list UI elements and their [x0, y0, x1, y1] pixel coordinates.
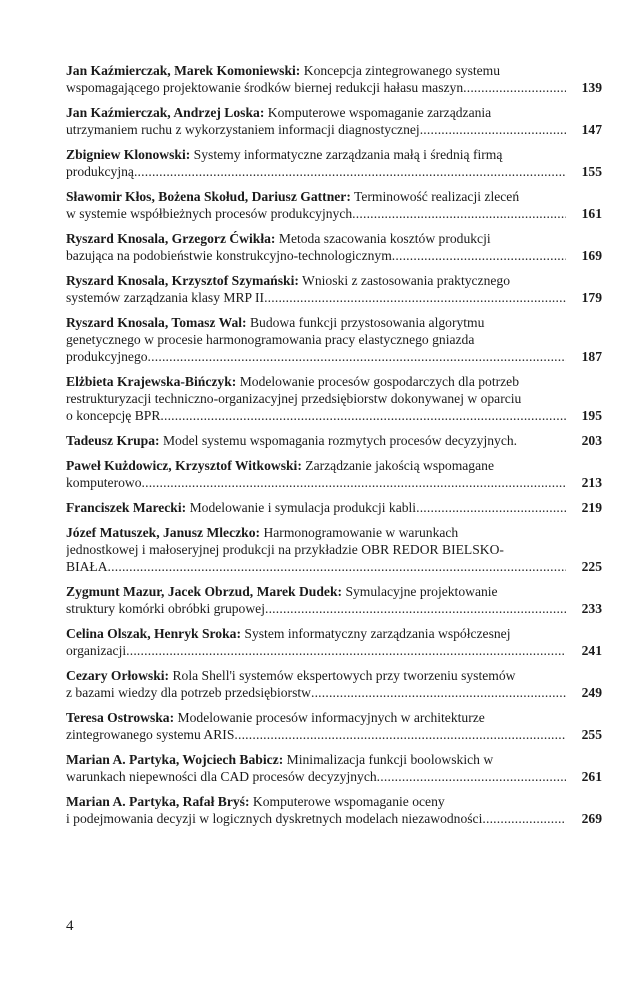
toc-entry-line [66, 348, 566, 365]
toc-entry-line [66, 331, 566, 348]
toc-title-line: produkcyjnego [66, 349, 148, 364]
toc-page-number: 161 [581, 206, 602, 221]
dot-leader [463, 79, 566, 96]
toc-title-line: Symulacyjne projektowanie [345, 584, 498, 599]
toc-title-line: zintegrowanego systemu ARIS [66, 727, 235, 742]
toc-entry-line [66, 625, 566, 642]
toc-entry-text [66, 751, 566, 785]
toc-entry-line [66, 205, 566, 222]
toc-title-line: Modelowanie procesów gospodarczych dla potrzeb [239, 374, 520, 389]
toc-entry [66, 188, 602, 222]
toc-entry-line [66, 62, 566, 79]
toc-entry-text [66, 583, 566, 617]
toc-entry-text [66, 230, 566, 264]
toc-title-line: struktury komórki obróbki grupowej [66, 601, 265, 616]
toc-entry [66, 583, 602, 617]
toc-authors: Paweł Kużdowicz, Krzysztof Witkowski: [66, 458, 302, 473]
toc-title-line: Komputerowe wspomaganie oceny [252, 794, 445, 809]
toc-entry-line [66, 558, 566, 575]
dot-leader [134, 163, 566, 180]
toc-entry [66, 432, 602, 449]
toc-entry-text [66, 146, 566, 180]
toc-entry-line [66, 163, 566, 180]
toc-authors: Elżbieta Krajewska-Bińczyk: [66, 374, 237, 389]
toc-title-line: w systemie współbieżnych procesów produkcyjnych [66, 206, 353, 221]
dot-leader [392, 247, 566, 264]
toc-entry [66, 373, 602, 424]
toc-entry-line [66, 457, 566, 474]
toc-entry [66, 272, 602, 306]
dot-leader [416, 499, 566, 516]
toc-page-number: 255 [581, 727, 602, 742]
dot-leader [264, 289, 566, 306]
toc-entry [66, 524, 602, 575]
toc-entry-line [66, 600, 566, 617]
toc-authors: Celina Olszak, Henryk Sroka: [66, 626, 241, 641]
dot-leader [234, 726, 566, 743]
toc-entry-text [66, 373, 566, 424]
toc-entry-line [66, 407, 566, 424]
toc-entry [66, 625, 602, 659]
toc-authors: Marian A. Partyka, Wojciech Babicz: [66, 752, 284, 767]
toc-entry-line [66, 247, 566, 264]
toc-title-line: z bazami wiedzy dla potrzeb przedsiębiorstw [66, 685, 311, 700]
toc-title-line: wspomagającego projektowanie środków biernej redukcji hałasu maszyn [66, 80, 464, 95]
toc-authors: Tadeusz Krupa: [66, 433, 160, 448]
toc-page-number: 241 [581, 643, 602, 658]
toc-authors: Józef Matuszek, Janusz Mleczko: [66, 525, 261, 540]
toc-page-number: 195 [581, 408, 602, 423]
toc-title-line: Modelowanie i symulacja produkcji kabli [189, 500, 417, 515]
toc-title-line: Modelowanie procesów informacyjnych w architekturze [177, 710, 485, 725]
toc-title-line: Systemy informatyczne zarządzania małą i średnią firmą [193, 147, 503, 162]
toc-title-line: Model systemu wspomagania rozmytych procesów decyzyjnych. [162, 433, 518, 448]
toc-entry [66, 230, 602, 264]
dot-leader [482, 810, 566, 827]
toc-title-line: Harmonogramowanie w warunkach [263, 525, 459, 540]
toc-entry-text [66, 709, 566, 743]
toc-title-line: genetycznego w procesie harmonogramowania pracy elastycznego gniazda [66, 332, 475, 347]
toc-entry-text [66, 625, 566, 659]
dot-leader [377, 768, 566, 785]
toc-entry-line [66, 751, 566, 768]
toc-title-line: utrzymaniem ruchu z wykorzystaniem informacji diagnostycznej [66, 122, 420, 137]
toc-authors: Zygmunt Mazur, Jacek Obrzud, Marek Dudek: [66, 584, 343, 599]
toc-entry-line [66, 726, 566, 743]
toc-page-number: 269 [581, 811, 602, 826]
toc-entry-line [66, 768, 566, 785]
toc-entry-text [66, 272, 566, 306]
toc-title-line: i podejmowania decyzji w logicznych dyskretnych modelach niezawodności [66, 811, 483, 826]
toc-entry [66, 709, 602, 743]
toc-entry-line [66, 709, 566, 726]
toc-page-number: 155 [581, 164, 602, 179]
toc-entry-line [66, 146, 566, 163]
toc-title-line: Rola Shell'i systemów ekspertowych przy tworzeniu systemów [172, 668, 516, 683]
toc-entry-line [66, 810, 566, 827]
toc-entry-line [66, 684, 566, 701]
toc-page-number: 225 [581, 559, 602, 574]
toc-entry-line [66, 230, 566, 247]
toc-authors: Ryszard Knosala, Grzegorz Ćwikła: [66, 231, 276, 246]
toc-title-line: produkcyjną [66, 164, 134, 179]
toc-title-line: Budowa funkcji przystosowania algorytmu [249, 315, 485, 330]
toc-entry-text [66, 188, 566, 222]
toc-title-line: Koncepcja zintegrowanego systemu [303, 63, 501, 78]
toc-entry [66, 104, 602, 138]
toc-page-number: 219 [581, 500, 602, 515]
toc-entry [66, 62, 602, 96]
toc-title-line: organizacji [66, 643, 127, 658]
toc-authors: Marian A. Partyka, Rafał Bryś: [66, 794, 250, 809]
dot-leader [126, 642, 566, 659]
toc-title-line: Wnioski z zastosowania praktycznego [302, 273, 511, 288]
toc-entry-line [66, 272, 566, 289]
toc-entry-line [66, 474, 566, 491]
toc-entry-text [66, 524, 566, 575]
toc-entry-line [66, 541, 566, 558]
dot-leader [108, 558, 566, 575]
toc-title-line: System informatyczny zarządzania współczesnej [244, 626, 511, 641]
toc-authors: Ryszard Knosala, Krzysztof Szymański: [66, 273, 299, 288]
toc-page-number: 261 [581, 769, 602, 784]
toc-page-number: 203 [581, 433, 602, 448]
toc-title-line: BIAŁA [66, 559, 108, 574]
toc-title-line: jednostkowej i małoseryjnej produkcji na przykładzie OBR REDOR BIELSKO- [66, 542, 504, 557]
toc-entry-line [66, 314, 566, 331]
toc-entry-text [66, 104, 566, 138]
toc-entry-line [66, 121, 566, 138]
toc-page-number: 169 [581, 248, 602, 263]
toc-entry-text [66, 499, 566, 516]
toc-authors: Sławomir Kłos, Bożena Skołud, Dariusz Gattner: [66, 189, 351, 204]
toc-entry [66, 146, 602, 180]
toc-entry-line [66, 793, 566, 810]
toc-authors: Teresa Ostrowska: [66, 710, 175, 725]
toc-entry-text [66, 432, 566, 449]
toc-authors: Jan Kaźmierczak, Marek Komoniewski: [66, 63, 301, 78]
toc-entry-line [66, 390, 566, 407]
toc-authors: Zbigniew Klonowski: [66, 147, 191, 162]
toc-authors: Ryszard Knosala, Tomasz Wal: [66, 315, 247, 330]
toc-entry-line [66, 642, 566, 659]
toc-entry-line [66, 432, 566, 449]
toc-entry [66, 457, 602, 491]
dot-leader [148, 348, 566, 365]
toc-entry-text [66, 314, 566, 365]
toc-page-number: 249 [581, 685, 602, 700]
toc-authors: Franciszek Marecki: [66, 500, 187, 515]
toc-entry-text [66, 62, 566, 96]
toc-title-line: Metoda szacowania kosztów produkcji [278, 231, 491, 246]
toc-page-number: 139 [581, 80, 602, 95]
toc-entry-text [66, 457, 566, 491]
table-of-contents [66, 62, 602, 835]
toc-entry [66, 751, 602, 785]
toc-title-line: Terminowość realizacji zleceń [354, 189, 520, 204]
toc-entry-text [66, 793, 566, 827]
toc-authors: Cezary Orłowski: [66, 668, 170, 683]
dot-leader [311, 684, 566, 701]
dot-leader [352, 205, 566, 222]
dot-leader [160, 407, 566, 424]
toc-entry-line [66, 524, 566, 541]
dot-leader [420, 121, 566, 138]
toc-entry-line [66, 289, 566, 306]
toc-entry-text [66, 667, 566, 701]
toc-title-line: bazująca na podobieństwie konstrukcyjno-technologicznym [66, 248, 392, 263]
toc-title-line: warunkach niepewności dla CAD procesów decyzyjnych [66, 769, 377, 784]
toc-title-line: Komputerowe wspomaganie zarządzania [267, 105, 492, 120]
toc-entry-line [66, 583, 566, 600]
page-number-footer: 4 [66, 918, 74, 934]
toc-title-line: Minimalizacja funkcji boolowskich w [286, 752, 494, 767]
toc-page-number: 213 [581, 475, 602, 490]
toc-entry [66, 793, 602, 827]
toc-title-line: komputerowo [66, 475, 142, 490]
toc-entry-line [66, 373, 566, 390]
toc-entry [66, 499, 602, 516]
toc-entry-line [66, 499, 566, 516]
toc-title-line: restrukturyzacji techniczno-organizacyjnej przedsiębiorstw dokonywanej w oparciu [66, 391, 522, 406]
toc-entry-line [66, 188, 566, 205]
toc-entry-line [66, 667, 566, 684]
toc-page-number: 147 [581, 122, 602, 137]
dot-leader [265, 600, 566, 617]
toc-title-line: Zarządzanie jakością wspomagane [305, 458, 494, 473]
toc-entry [66, 667, 602, 701]
toc-entry [66, 314, 602, 365]
toc-entry-line [66, 79, 566, 96]
toc-page-number: 187 [581, 349, 602, 364]
toc-authors: Jan Kaźmierczak, Andrzej Loska: [66, 105, 265, 120]
toc-title-line: o koncepcję BPR [66, 408, 161, 423]
toc-entry-line [66, 104, 566, 121]
toc-title-line: systemów zarządzania klasy MRP II [66, 290, 265, 305]
toc-page-number: 233 [581, 601, 602, 616]
dot-leader [142, 474, 566, 491]
toc-page-number: 179 [581, 290, 602, 305]
